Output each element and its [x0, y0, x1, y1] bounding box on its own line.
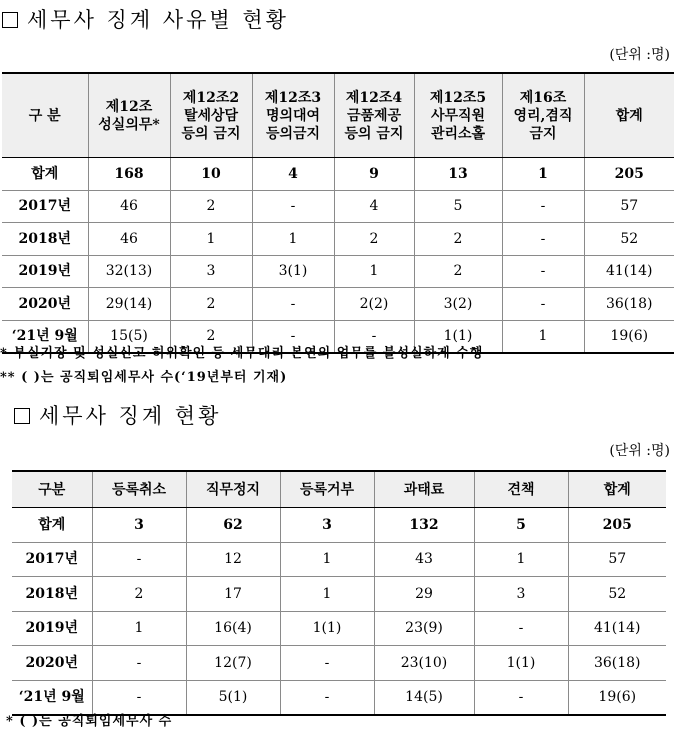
table-cell: 46 [88, 223, 170, 256]
table-cell: 2 [92, 577, 186, 612]
table-cell: 19(6) [584, 320, 674, 353]
table-cell: 4 [334, 190, 414, 223]
table-cell: 1 [280, 577, 374, 612]
table-cell: 36(18) [584, 288, 674, 321]
table-cell: - [252, 288, 334, 321]
table-cell: 57 [584, 190, 674, 223]
table-cell: 2 [170, 190, 252, 223]
table-cell: - [92, 542, 186, 577]
table-cell: 1(1) [280, 611, 374, 646]
column-header: 제12조4 금품제공 등의 금지 [334, 73, 414, 158]
table-cell: 2 [170, 288, 252, 321]
table-cell: 205 [584, 158, 674, 191]
column-header: 제12조3 명의대여 등의금지 [252, 73, 334, 158]
discipline-reason-table [2, 72, 674, 354]
table-cell: - [502, 223, 584, 256]
row-label: 2018년 [12, 577, 92, 612]
checkbox-square-icon [2, 12, 18, 28]
table-cell: 168 [88, 158, 170, 191]
row-label: 2020년 [12, 646, 92, 681]
table-row [2, 288, 674, 321]
table-row [12, 646, 666, 681]
column-header: 제12조 성실의무* [88, 73, 170, 158]
table-cell: 3(2) [414, 288, 502, 321]
table-cell: 52 [584, 223, 674, 256]
table-cell: 2 [414, 223, 502, 256]
table-row [2, 223, 674, 256]
table-row [12, 577, 666, 612]
table-cell: - [252, 320, 334, 353]
table-cell: 2(2) [334, 288, 414, 321]
table-cell: 29 [374, 577, 474, 612]
table-cell: 205 [568, 508, 666, 543]
table-cell: 2 [170, 320, 252, 353]
table-cell: - [280, 680, 374, 715]
table-cell: 62 [186, 508, 280, 543]
table-cell: 46 [88, 190, 170, 223]
table-cell: 3(1) [252, 255, 334, 288]
footnote: * 부실기장 및 성실신고 허위확인 등 세무대리 본연의 업무를 불성실하게 수행 [0, 346, 484, 361]
table-row [12, 542, 666, 577]
row-label: 2019년 [2, 255, 88, 288]
table-cell: - [502, 255, 584, 288]
column-header: 제12조2 탈세상담 등의 금지 [170, 73, 252, 158]
table-cell: 29(14) [88, 288, 170, 321]
column-header: 구 분 [2, 73, 88, 158]
section2-unit: (단위 :명) [609, 443, 670, 459]
table-cell: 3 [474, 577, 568, 612]
column-header: 직무정지 [186, 471, 280, 508]
table-cell: 19(6) [568, 680, 666, 715]
table-cell: - [252, 190, 334, 223]
table-cell: 41(14) [584, 255, 674, 288]
column-header: 합계 [568, 471, 666, 508]
table-cell: 23(9) [374, 611, 474, 646]
table-cell: - [474, 611, 568, 646]
table-cell: 13 [414, 158, 502, 191]
table-cell: - [474, 680, 568, 715]
table-cell: 43 [374, 542, 474, 577]
row-label: 합계 [12, 508, 92, 543]
row-label: 2017년 [2, 190, 88, 223]
table-cell: 5 [474, 508, 568, 543]
footnote: ** ( )는 공직퇴임세무사 수(‘19년부터 기재) [0, 370, 288, 385]
table-cell: 15(5) [88, 320, 170, 353]
table-cell: 3 [170, 255, 252, 288]
column-header: 구분 [12, 471, 92, 508]
table-cell: 57 [568, 542, 666, 577]
table-cell: - [502, 190, 584, 223]
discipline-type-table [12, 470, 666, 716]
column-header: 등록취소 [92, 471, 186, 508]
table-row [2, 255, 674, 288]
section1-title: 세무사 징계 사유별 현황 [2, 4, 289, 34]
table-cell: 1 [474, 542, 568, 577]
table-cell: 1 [502, 158, 584, 191]
table-cell: 41(14) [568, 611, 666, 646]
table-cell: 1 [92, 611, 186, 646]
table-header-row [2, 73, 674, 158]
table-cell: 52 [568, 577, 666, 612]
section2-title: 세무사 징계 현황 [14, 400, 221, 430]
table-row [12, 508, 666, 543]
table-cell: 1 [170, 223, 252, 256]
table-cell: 12 [186, 542, 280, 577]
table-row [2, 158, 674, 191]
table-cell: 5 [414, 190, 502, 223]
row-label: ‘21년 9월 [2, 320, 88, 353]
column-header: 견책 [474, 471, 568, 508]
row-label: 2019년 [12, 611, 92, 646]
table-cell: 32(13) [88, 255, 170, 288]
table-cell: 1(1) [414, 320, 502, 353]
row-label: 2018년 [2, 223, 88, 256]
table-cell: 9 [334, 158, 414, 191]
table-cell: 1 [280, 542, 374, 577]
column-header: 등록거부 [280, 471, 374, 508]
table-header-row [12, 471, 666, 508]
table-cell: 17 [186, 577, 280, 612]
table-cell: 1 [252, 223, 334, 256]
column-header: 제16조 영리,겸직 금지 [502, 73, 584, 158]
column-header: 제12조5 사무직원 관리소홀 [414, 73, 502, 158]
table-cell: 1 [502, 320, 584, 353]
table-cell: 2 [334, 223, 414, 256]
table-cell: - [92, 646, 186, 681]
table-cell: 132 [374, 508, 474, 543]
table-cell: 3 [280, 508, 374, 543]
checkbox-square-icon [14, 408, 30, 424]
table-cell: - [280, 646, 374, 681]
table-cell: - [502, 288, 584, 321]
table-cell: 3 [92, 508, 186, 543]
section1-unit: (단위 :명) [609, 47, 670, 63]
row-label: 합계 [2, 158, 88, 191]
column-header: 과태료 [374, 471, 474, 508]
column-header: 합계 [584, 73, 674, 158]
table-cell: 5(1) [186, 680, 280, 715]
table-cell: - [334, 320, 414, 353]
table-cell: 4 [252, 158, 334, 191]
table-row [2, 190, 674, 223]
table-cell: 2 [414, 255, 502, 288]
table-cell: 36(18) [568, 646, 666, 681]
row-label: 2017년 [12, 542, 92, 577]
table-cell: - [92, 680, 186, 715]
table-row [12, 611, 666, 646]
table-cell: 12(7) [186, 646, 280, 681]
table-cell: 1 [334, 255, 414, 288]
table-cell: 10 [170, 158, 252, 191]
row-label: 2020년 [2, 288, 88, 321]
table-cell: 1(1) [474, 646, 568, 681]
table-cell: 23(10) [374, 646, 474, 681]
row-label: ‘21년 9월 [12, 680, 92, 715]
table-cell: 16(4) [186, 611, 280, 646]
table-cell: 14(5) [374, 680, 474, 715]
footnote: * ( )는 공직퇴임세무사 수 [6, 714, 173, 729]
